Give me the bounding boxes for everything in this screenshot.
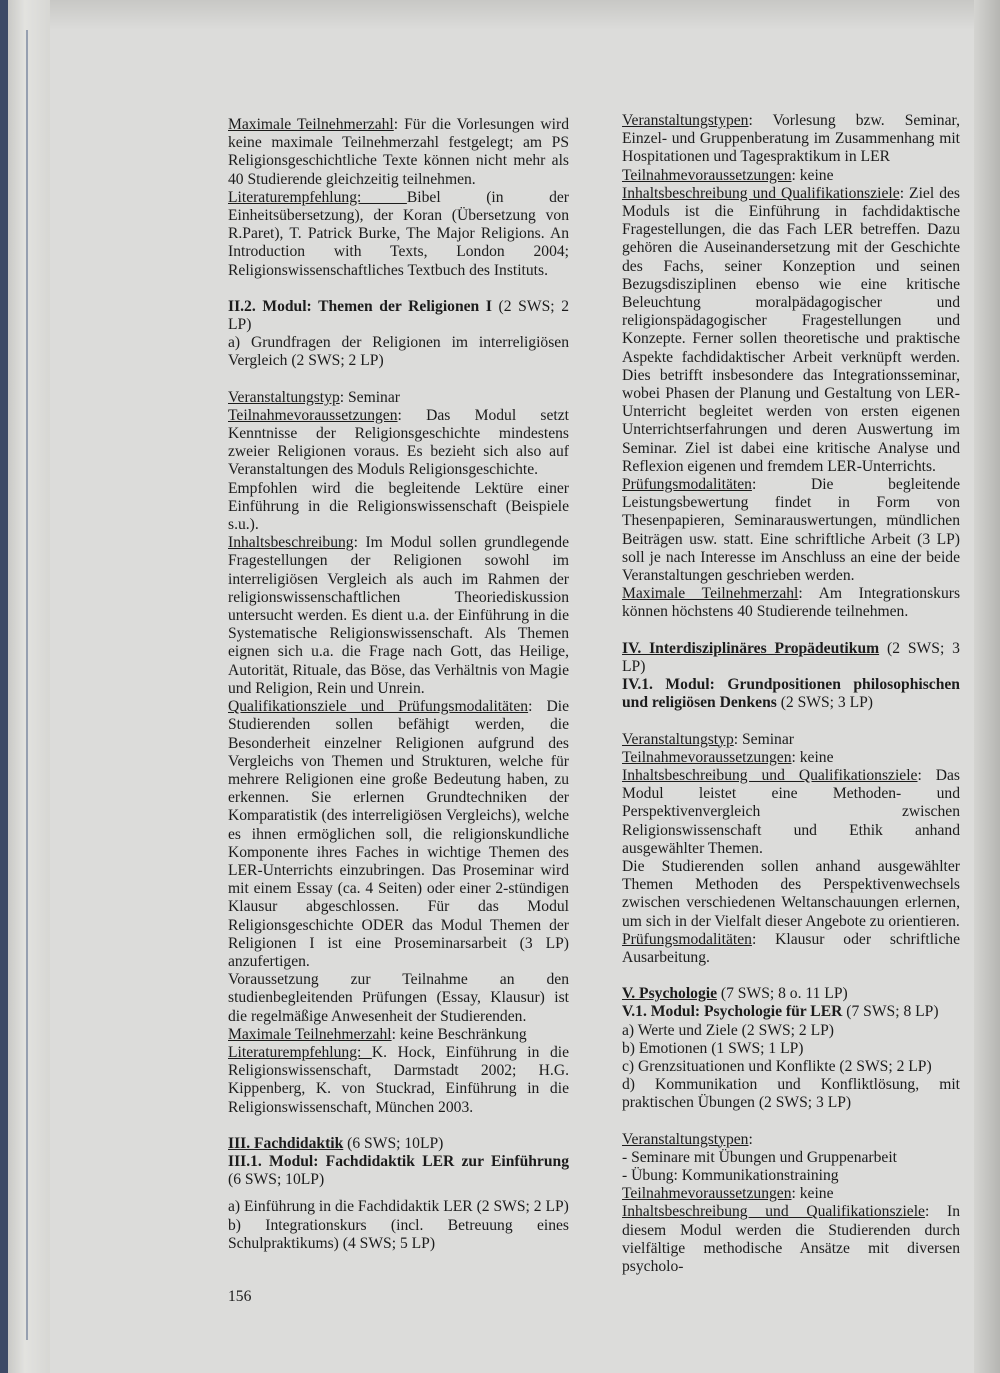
- heading-rest: (7 SWS; 8 LP): [842, 1003, 939, 1021]
- field-text: Bibel (in der Einheitsübersetzung), der Koran (Übersetzung von R.Paret), T. Patrick Burke, The Major Religions. An Introduction with Texts, London 2004; Religionswissenschaftliches Textbuch des Instituts.: [228, 188, 569, 279]
- field-label: Veranstaltungstyp: [622, 730, 734, 748]
- field-text: : Ziel des Moduls ist die Einführung in fachdidaktische Fragestellungen, die das Fach LER betreffen. Dazu gehören die Auseinandersetzung mit der Geschichte des Fachs, seiner Konzeption und seinen Bezugsdisziplinen ebenso wie eine kritische Beleuchtung moralpädagogischer und religionspädagogischer Fragestellungen und Konzepte. Ferner sollen theoretische und praktische Aspekte fachdidaktischer Arbeit verknüpft werden. Dies betrifft insbesondere das Integrationsseminar, wobei Phasen der Planung und Gestaltung von LER-Unterricht begleitet werden von ersten eigenen Unterrichtserfahrungen und deren Auswertung im Seminar. Ziel ist dabei eine kritische Analyse und Reflexion eigenen und fremdem LER-Unterrichts.: [622, 184, 960, 475]
- field-label: Literaturempfehlung:: [228, 1043, 372, 1061]
- book-binding: [0, 0, 8, 1373]
- top-shadow: [50, 0, 1000, 30]
- paragraph: [622, 112, 960, 167]
- field-label: Inhaltsbeschreibung: [228, 534, 354, 552]
- field-label: Teilnahmevoraussetzungen: [622, 166, 792, 184]
- field-text: : In diesem Modul werden die Studierenden durch vielfältige methodische Ansätze mit diversen psycholo-: [622, 1203, 960, 1275]
- field-label: Teilnahmevoraussetzungen: [622, 1185, 792, 1203]
- heading-bold: II.2. Modul: Themen der Religionen I: [228, 297, 492, 315]
- paragraph: [622, 767, 960, 858]
- list-item: d) Kommunikation und Konfliktlösung, mit praktischen Übungen (2 SWS; 3 LP): [622, 1076, 960, 1112]
- field-label: Veranstaltungstypen: [622, 1130, 749, 1148]
- field-text: : Die Studierenden sollen befähigt werden, die Besonderheit einzelner Religionen aufgrund des Vergleichs von Themen und Strukturen, welche für mehrere Religionen eine große Bedeutung haben, zu erkennen. Sie erlernen Grundtechniken der Komparatistik (des interreligiösen Vergleichs), welche es ihnen ermöglichen soll, die religionskundliche Komponente ihres Faches in wichtige Themen des LER-Unterrichts einzubringen. Das Proseminar wird mit einem Essay (ca. 4 Seiten) oder einer 2-stündigen Klausur abgeschlossen. Für das Modul Religionsgeschichte ODER das Modul Themen der Religionen I ist eine Proseminarsarbeit (3 LP) anzufertigen.: [228, 698, 570, 970]
- spacer: [228, 1189, 569, 1198]
- module-heading: [228, 1153, 569, 1189]
- field-label: Veranstaltungstyp: [228, 388, 340, 406]
- paragraph: [622, 476, 960, 585]
- field-text: : keine Beschränkung: [391, 1025, 527, 1043]
- right-column: [622, 112, 960, 1276]
- paragraph: [622, 749, 960, 767]
- paragraph: a) Grundfragen der Religionen im interreligiösen Vergleich (2 SWS; 2 LP): [228, 334, 569, 370]
- module-heading: [622, 676, 960, 712]
- field-label: Maximale Teilnehmerzahl: [622, 585, 799, 603]
- paragraph: Empfohlen wird die begleitende Lektüre einer Einführung in die Religionswissenschaft (Beispiele s.u.).: [228, 479, 569, 534]
- heading-bold: IV. Interdisziplinäres Propädeutikum: [622, 639, 880, 657]
- heading-rest: (2 SWS; 3 LP): [776, 694, 873, 712]
- paragraph: [228, 1044, 569, 1117]
- field-label: Prüfungsmodalitäten: [622, 930, 752, 948]
- field-text: : Für die Vorlesungen wird keine maximale Teilnehmerzahl festgelegt; am PS Religionsgeschichtliche Texte können nicht mehr als 40 Studierende gleichzeitig teilnehmen.: [228, 116, 569, 188]
- field-label: Maximale Teilnehmerzahl: [228, 1025, 392, 1043]
- field-text: : Die begleitende Leistungsbewertung findet in Form von Thesenpapieren, Seminarauswertungen, mündlichen Beiträgen usw. statt. Eine schriftliche Arbeit (3 LP) soll je nach Interesse im Anschluss an eine der beide Veranstaltungen geschrieben werden.: [622, 476, 960, 585]
- paragraph: [622, 167, 960, 185]
- field-text: : Das Modul leistet eine Methoden- und Perspektivenvergleich zwischen Religionswissenschaft und Ethik anhand ausgewählter Themen.: [622, 766, 960, 857]
- field-label: Veranstaltungstypen: [622, 112, 749, 129]
- section-heading: [228, 1135, 569, 1153]
- paragraph: [228, 1026, 569, 1044]
- field-label: Literaturempfehlung:: [228, 188, 407, 206]
- field-text: : keine: [791, 166, 834, 184]
- field-label: Inhaltsbeschreibung und Qualifikationsziele: [622, 766, 918, 784]
- heading-bold: IV.1. Modul: Grundpositionen philosophischen und religiösen Denkens: [622, 676, 960, 712]
- paragraph: [228, 698, 569, 971]
- section-heading: [622, 985, 960, 1003]
- field-text: : keine: [791, 748, 834, 766]
- paragraph: [622, 1203, 960, 1276]
- binding-line: [26, 30, 28, 1340]
- paragraph: [622, 585, 960, 621]
- field-label: Teilnahmevoraussetzungen: [228, 406, 398, 424]
- paragraph: [622, 931, 960, 967]
- field-label: Inhaltsbeschreibung und Qualifikationsziele: [622, 184, 900, 202]
- paragraph: [622, 1131, 960, 1149]
- list-item: a) Werte und Ziele (2 SWS; 2 LP): [622, 1021, 834, 1039]
- field-text: : Seminar: [339, 388, 400, 406]
- paragraph: b) Integrationskurs (incl. Betreuung eines Schulpraktikums) (4 SWS; 5 LP): [228, 1216, 569, 1252]
- spacer: [622, 622, 960, 640]
- section-heading: [228, 298, 569, 334]
- paragraph: [622, 1185, 960, 1203]
- heading-bold: V. Psychologie: [622, 985, 718, 1003]
- heading-rest: (6 SWS; 10LP): [228, 1171, 325, 1189]
- page-edge: [8, 0, 50, 1373]
- list-item: c) Grenzsituationen und Konflikte (2 SWS; 2 LP): [622, 1057, 932, 1075]
- heading-bold: V.1. Modul: Psychologie für LER: [622, 1003, 843, 1021]
- section-heading: [622, 640, 960, 676]
- heading-rest: (6 SWS; 10LP): [343, 1134, 444, 1152]
- field-text: : Vorlesung bzw. Seminar, Einzel- und Gruppenberatung im Zusammenhang mit Hospitationen und Tagespraktikum in LER: [622, 112, 960, 166]
- field-text: : Seminar: [733, 730, 794, 748]
- left-column: [228, 116, 569, 1253]
- paragraph: [228, 189, 569, 280]
- field-label: Prüfungsmodalitäten: [622, 476, 752, 494]
- field-text: : keine: [791, 1185, 834, 1203]
- field-label: Inhaltsbeschreibung und Qualifikationsziele: [622, 1203, 925, 1221]
- spacer: [622, 967, 960, 985]
- field-label: Qualifikationsziele und Prüfungsmodalitäten: [228, 698, 529, 716]
- heading-rest: (2 SWS; 3 LP): [622, 639, 960, 675]
- paragraph: [622, 731, 960, 749]
- heading-bold: III. Fachdidaktik: [228, 1134, 344, 1152]
- paragraph: Voraussetzung zur Teilnahme an den studienbegleitenden Prüfungen (Essay, Klausur) ist die regelmäßige Anwesenheit der Studierenden.: [228, 971, 569, 1025]
- heading-bold: III.1. Modul: Fachdidaktik LER zur Einführung: [228, 1152, 569, 1170]
- field-text: K. Hock, Einführung in die Religionswissenschaft, Darmstadt 2002; H.G. Kippenberg, K. von Stuckrad, Einführung in die Religionswissenschaft, München 2003.: [228, 1043, 569, 1116]
- paragraph: a) Einführung in die Fachdidaktik LER (2 SWS; 2 LP): [228, 1198, 569, 1216]
- field-text: :: [748, 1130, 753, 1148]
- paragraph: Die Studierenden sollen anhand ausgewählter Themen Methoden des Perspektivenwechsels zwischen verschiedenen Weltanschauungen erlernen, um sich in der Vielfalt dieser Angebote zu orientieren.: [622, 857, 960, 930]
- list-item: b) Emotionen (1 SWS; 1 LP): [622, 1039, 804, 1057]
- field-text: : Das Modul setzt Kenntnisse der Religionsgeschichte mindestens zweier Religionen voraus. Es bezieht sich also auf Veranstaltungen des Moduls Religionsgeschichte.: [228, 406, 569, 479]
- field-text: : Am Integrationskurs können höchstens 40 Studierende teilnehmen.: [622, 585, 961, 621]
- field-text: : Klausur oder schriftliche Ausarbeitung.: [622, 930, 960, 966]
- spacer: [228, 1117, 569, 1135]
- paragraph: [228, 534, 569, 698]
- field-label: Maximale Teilnehmerzahl: [228, 116, 394, 133]
- list-item: - Seminare mit Übungen und Gruppenarbeit: [622, 1148, 897, 1166]
- page-number: 156: [228, 1288, 252, 1305]
- spacer: [228, 371, 569, 389]
- field-label: Teilnahmevoraussetzungen: [622, 748, 792, 766]
- paragraph: [228, 389, 569, 407]
- paragraph: [228, 407, 569, 480]
- heading-rest: (7 SWS; 8 o. 11 LP): [717, 985, 848, 1003]
- paragraph: [622, 185, 960, 476]
- spacer: [228, 280, 569, 298]
- spacer: [622, 1113, 960, 1131]
- module-heading: [622, 1003, 960, 1021]
- paragraph: [228, 116, 569, 189]
- right-shadow: [974, 0, 1000, 1373]
- list-item: - Übung: Kommunikationstraining: [622, 1166, 839, 1184]
- heading-rest: (2 SWS; 2 LP): [228, 297, 569, 334]
- spacer: [622, 713, 960, 731]
- field-text: : Im Modul sollen grundlegende Fragestellungen der Religionen sowohl im interreligiösen Vergleich als auch im Rahmen der religionswissenschaftlichen Theoriediskussion untersucht werden. Es dient u.a. der Einführung in die Systematische Religionswissenschaft. Als Themen eignen sich u.a. die Frage nach Gott, das Heilige, Autorität, Rituale, das Böse, das Verhältnis von Magie und Religion, Rein und Unrein.: [228, 534, 569, 697]
